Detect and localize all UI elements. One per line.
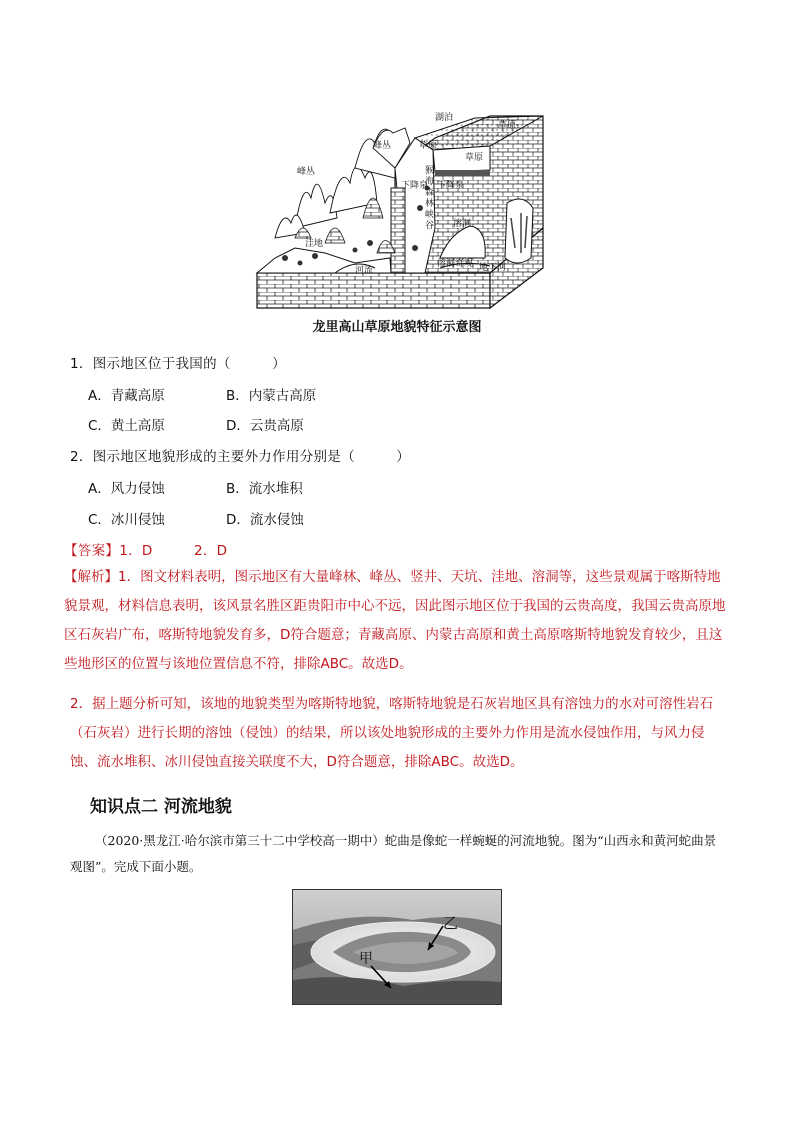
label-peak-forest: 峰丛 <box>373 141 392 151</box>
analysis-label: 【解析】 <box>64 569 118 585</box>
label-cave: 溶洞 <box>453 219 472 229</box>
answer-text: 1．D 2．D <box>119 543 228 559</box>
analysis-paragraph-2: 2．据上题分析可知，该地的地貌类型为喀斯特地貌，喀斯特地貌是石灰岩地区具有溶蚀力的水对可溶性岩石（石灰岩）进行长期的溶蚀（侵蚀）的结果，所以该处地貌形成的主要外力作用是流水侵蚀作用，与风力侵蚀、流水堆积、冰川侵蚀直接关联度不大，D符合题意，排除ABC。故选D。 <box>70 696 714 770</box>
answer-label: 【答案】 <box>64 543 120 559</box>
question-2-option-d: D．流水侵蚀 <box>226 512 304 528</box>
label-grassland-right: 草原 <box>465 153 484 163</box>
label-cave-wonder: 溶洞奇观 <box>437 259 474 269</box>
question-2-option-a: A．风力侵蚀 <box>88 481 165 497</box>
question-2-option-b: B．流水堆积 <box>226 481 303 497</box>
question-1-option-b: B．内蒙古高原 <box>226 388 317 404</box>
section-2-intro: （2020·黑龙江·哈尔滨市第三十二中学校高一期中）蛇曲是像蛇一样蜿蜒的河流地貌。图为“山西永和黄河蛇曲景观图”。完成下面小题。 <box>70 833 717 874</box>
label-lake: 湖泊 <box>435 113 454 123</box>
analysis-text-1: 1．图文材料表明，图示地区有大量峰林、峰丛、竖井、天坑、洼地、溶洞等，这些景观属于喀斯特地貌景观，材料信息表明，该风景名胜区距贵阳市中心不远，因此图示地区位于我国的云贵高度，我国云贵高原地区石灰岩广布，喀斯特地貌发育多，D符合题意；青藏高原、内蒙古高原和黄土高原喀斯特地貌发育较少，且这些地形区的位置与该地位置信息不符，排除ABC。故选D。 <box>64 569 726 672</box>
label-yi: 乙 <box>443 914 459 932</box>
question-1-option-d: D．云贵高原 <box>226 418 304 434</box>
meander-photo-svg <box>293 890 501 1004</box>
label-peak-cluster: 峰丛 <box>297 167 316 177</box>
question-1-option-c: C．黄土高原 <box>88 418 165 434</box>
section-2-title: 知识点二 河流地貌 <box>90 797 232 817</box>
label-spring-right: 下降泉 <box>437 181 465 191</box>
karst-diagram-svg <box>255 108 545 313</box>
question-2-stem: 2．图示地区地貌形成的主要外力作用分别是（ ） <box>70 449 411 465</box>
question-1-option-a: A．青藏高原 <box>88 388 165 404</box>
label-grassland-left: 草原 <box>419 141 438 151</box>
answer-line <box>64 539 227 559</box>
label-jia: 甲 <box>359 951 373 967</box>
karst-diagram <box>255 108 545 313</box>
label-underground-river: 地下河 <box>479 263 507 273</box>
label-river: 河流 <box>355 266 374 276</box>
question-1-stem: 1．图示地区位于我国的（ ） <box>70 356 286 372</box>
label-spring-left: 下降泉 <box>401 181 429 191</box>
analysis-paragraph-1 <box>64 563 728 679</box>
label-canyon: 猴 海 森 林 峡 谷 <box>425 166 435 231</box>
question-2-option-c: C．冰川侵蚀 <box>88 512 165 528</box>
figure1-caption: 龙里高山草原地貌特征示意图 <box>312 320 482 335</box>
label-depression: 洼地 <box>305 239 324 249</box>
meander-photo <box>292 889 502 1005</box>
label-grassland-top: 草原 <box>498 121 517 131</box>
